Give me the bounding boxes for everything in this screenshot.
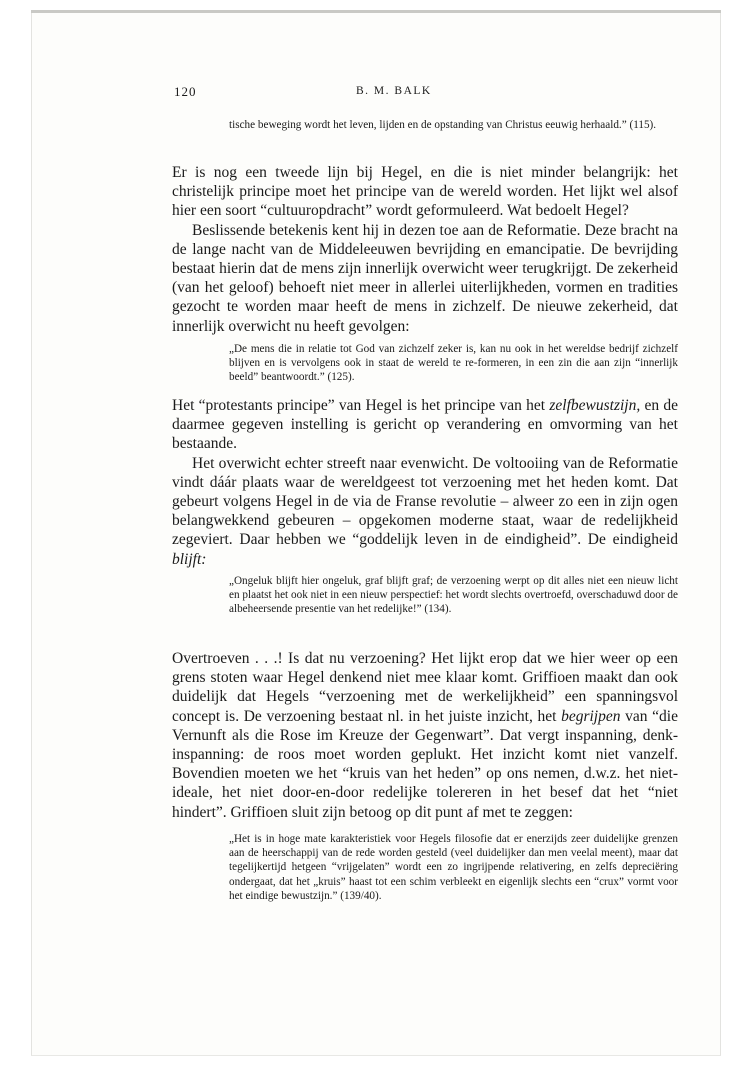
paragraph-3-italic: zelfbewustzijn, (549, 397, 641, 414)
quote-4-text: „Het is in hoge mate karakteristiek voor Hegels filosofie dat er enerzijds zeer duidelijke grenzen aan de heerschappij van de rede worden gesteld (veel duidelijker dan men veelal meent), maar dat tegelijkertijd hetgeen “vrijgelaten” wordt een zo ingrijpende relativering, en zelfs depreciëring ondergaat, dat het „kruis” haast tot een schim verbleekt en eigenlijk slechts een “crux” vormt voor het eindige bewustzijn.” (139/40). (229, 833, 678, 902)
quote-continued-text: tische beweging wordt het leven, lijden en de opstanding van Christus eeuwig herhaald.” (115). (229, 119, 657, 131)
quote-block-3 (172, 574, 678, 617)
paragraph-3-start: Het “protestants principe” van Hegel is het principe van het (172, 397, 550, 414)
paragraph-4-start: Het overwicht echter streeft naar evenwicht. De voltooiing van de Reformatie vindt dáár plaats waar de wereldgeest tot verzoening met het heden komt. Dat gebeurt volgens Hegel in de via de Franse revolutie – alweer zo een in zijn ogen belangwekkend gebeuren – opgekomen moderne staat, waar de redelijkheid zegeviert. Daar hebben we “goddelijk leven in de eindigheid”. De eindigheid (172, 454, 678, 549)
paragraph-3-end: en de daarmee gegeven instelling is gericht op verandering en omvorming van het bestaande. (172, 397, 678, 453)
paragraph-4-italic: blijft: (172, 550, 207, 568)
page-number: 120 (174, 84, 197, 99)
paragraph-4 (172, 454, 678, 569)
quote-block-4 (172, 832, 678, 903)
quote-continued (172, 118, 678, 132)
paragraph-5-italic: begrijpen (561, 707, 621, 725)
body-section-1 (172, 163, 678, 336)
quote-3-text: „Ongeluk blijft hier ongeluk, graf blijft graf; de verzoening werpt op dit alles niet een nieuw licht en plaatst het ook niet in een nieuw perspectief: het wordt slechts overtroefd, overschaduwd door de albeheersende presentie van het redelijke!” (134). (229, 575, 678, 616)
paragraph-1: Er is nog een tweede lijn bij Hegel, en die is niet minder belangrijk: het christelijk principe moet het principe van de wereld worden. Het lijkt wel alsof hier een soort “cultuuropdracht” wordt geformuleerd. Wat bedoelt Hegel? (172, 164, 678, 220)
paragraph-5-end: van “die Vernunft als die Rose im Kreuze der Gegenwart”. Dat vergt inspanning, denk-inspanning: de roos moet worden geplukt. Het inzicht komt niet vanzelf. Bovendien moeten we het “kruis van het heden” op ons nemen, d.w.z. het niet-ideale, het niet door-en-door redelijke tolereren in het besef dat het “niet hindert”. Griffioen sluit zijn betoog op dit punt af met te zeggen: (172, 707, 678, 821)
page-top-edge (31, 10, 721, 13)
paragraph-2: Beslissende betekenis kent hij in dezen toe aan de Reformatie. Deze bracht na de lange nacht van de Middeleeuwen bevrijding en emancipatie. De bevrijding bestaat hierin dat de mens zijn innerlijk overwicht weer terugkrijgt. De zekerheid (van het geloof) behoeft niet meer in allerlei uiterlijkheden, vormen en tradities gezocht te worden maar heeft de mens in zichzelf. De nieuwe zekerheid, dat innerlijk overwicht nu heeft gevolgen: (172, 221, 678, 335)
running-head: B. M. BALK (356, 85, 432, 97)
paragraph-5 (172, 649, 678, 822)
paragraph-5-start: Overtroeven . . .! Is dat nu verzoening? Het lijkt erop dat we hier weer op een grens stoten waar Hegel denkend niet mee klaar komt. Griffioen maakt dan ook duidelijk dat Hegels “verzoening met de werkelijkheid” een spanningsvol concept is. De verzoening bestaat nl. in het juiste inzicht, het (172, 650, 678, 725)
body-section-3 (172, 649, 678, 822)
quote-2-text: „De mens die in relatie tot God van zichzelf zeker is, kan nu ook in het wereldse bedrijf zichzelf blijven en is vervolgens ook in staat de wereld te re-formeren, in een zin die aan zijn “innerlijk beeld” beantwoordt.” (125). (229, 343, 678, 384)
body-section-2 (172, 396, 678, 569)
quote-block-2 (172, 342, 678, 385)
paragraph-3 (172, 396, 678, 454)
